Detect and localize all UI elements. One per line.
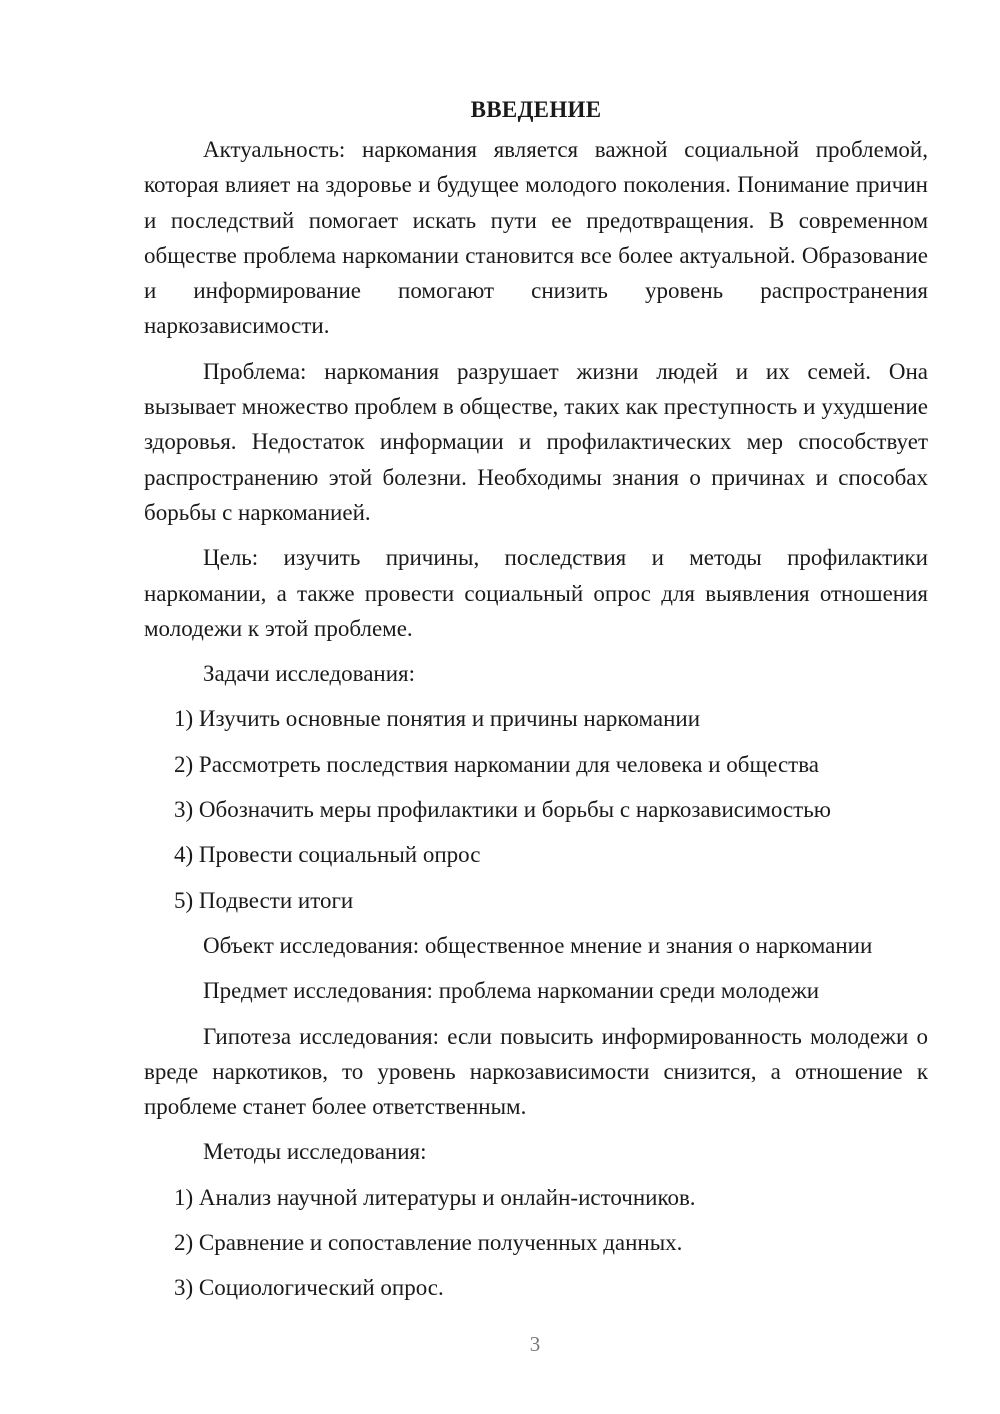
problem-paragraph: Проблема: наркомания разрушает жизни людей и их семей. Она вызывает множество проблем в обществе, таких как преступность и ухудшение здоровья. Недостаток информации и профилактических мер способствует распространению этой болезни. Необходимы знания о причинах и способах борьбы с наркоманией. — [144, 358, 928, 525]
research-object: Объект исследования: общественное мнение и знания о наркомании — [203, 932, 873, 958]
method-item-3: 3) Социологический опрос. — [174, 1275, 444, 1301]
tasks-title: Задачи исследования: — [203, 661, 416, 687]
document-page — [144, 92, 928, 1316]
task-item-3: 3) Обозначить меры профилактики и борьбы с наркозависимостью — [174, 797, 831, 823]
method-item-1: 1) Анализ научной литературы и онлайн-источников. — [174, 1184, 696, 1210]
task-item-1: 1) Изучить основные понятия и причины наркомании — [174, 706, 701, 732]
page-number: 3 — [529, 1332, 541, 1356]
task-item-2: 2) Рассмотреть последствия наркомании для человека и общества — [174, 751, 819, 777]
task-item-5: 5) Подвести итоги — [174, 887, 354, 913]
method-item-2: 2) Сравнение и сопоставление полученных данных. — [174, 1230, 683, 1256]
research-subject: Предмет исследования: проблема наркомании среди молодежи — [203, 978, 820, 1004]
section-heading: ВВЕДЕНИЕ — [470, 97, 602, 122]
hypothesis-paragraph: Гипотеза исследования: если повысить информированность молодежи о вреде наркотиков, то уровень наркозависимости снизится, а отношение к проблеме станет более ответственным. — [144, 1023, 928, 1120]
goal-paragraph: Цель: изучить причины, последствия и методы профилактики наркомании, а также провести социальный опрос для выявления отношения молодежи к этой проблеме. — [144, 545, 928, 641]
relevance-paragraph: Актуальность: наркомания является важной социальной проблемой, которая влияет на здоровье и будущее молодого поколения. Понимание причин и последствий помогает искать пути ее предотвращения. В современном обществе проблема наркомании становится все более актуальной. Образование и информирование помогают снизить уровень распространения наркозависимости. — [144, 137, 928, 339]
methods-title: Методы исследования: — [203, 1139, 427, 1165]
task-item-4: 4) Провести социальный опрос — [174, 842, 481, 868]
